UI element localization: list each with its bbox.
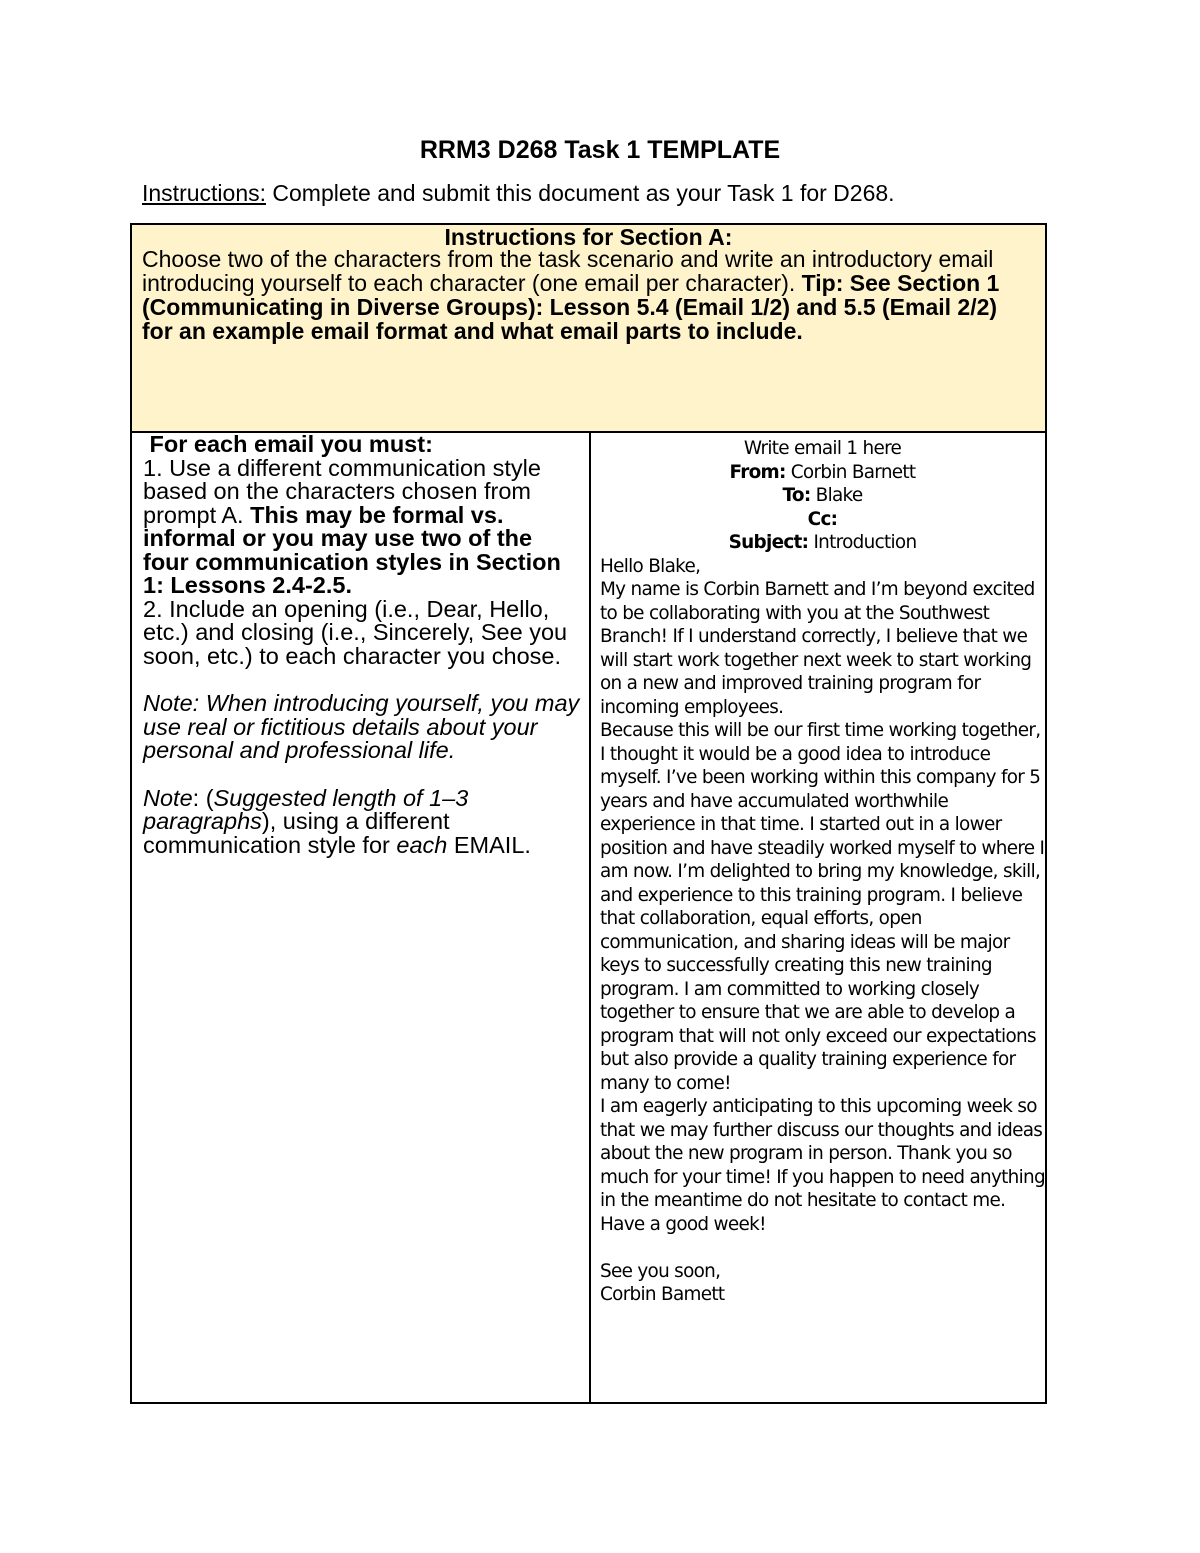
note-2-label: Note <box>143 784 193 811</box>
email-paragraph-4: Have a good week! <box>600 1213 766 1235</box>
note-2-italic: Suggested length of 1–3 paragraphs <box>143 784 469 834</box>
email-row <box>130 433 1047 1404</box>
requirement-1 <box>143 454 583 598</box>
email-closing: See you soon, <box>600 1260 721 1282</box>
email-greeting: Hello Blake, <box>600 555 701 577</box>
column-divider <box>589 433 591 1402</box>
from-value: Corbin Barnett <box>785 461 916 483</box>
section-a-tip: Tip: See Section 1 (Communicating in Diverse Groups): Lesson 5.4 (Email 1/2) and 5.5 (Email 2/2) for an example email format and what email parts to include. <box>142 270 1000 344</box>
note-2-mid: ), using a different communication style for <box>143 808 450 858</box>
to-value: Blake <box>810 485 863 506</box>
email-paragraph-2: Because this will be our first time working together, I thought it would be a good idea to introduce myself. I’ve been working within this company for 5 years and have accumulated worthwhile experience in that time. I started out in a lower position and have steadily worked myself to where I am now. I’m delighted to bring my knowledge, skill, and experience to this training program. I believe that collaboration, equal efforts, open communication, and sharing ideas will be major keys to successfully creating this new training program. I am committed to working closely together to ensure that we are able to develop a program that will not only exceed our expectations but also provide a quality training experience for many to come! <box>600 720 1045 1094</box>
to-label: To: <box>782 485 811 506</box>
email-heading: Write email 1 here <box>743 438 902 459</box>
email-to <box>600 484 1045 508</box>
instructions-line <box>142 180 895 207</box>
document-title: RRM3 D268 Task 1 TEMPLATE <box>419 136 781 164</box>
instructions-text: Complete and submit this document as your Task 1 for D268. <box>266 180 895 206</box>
subject-label: Subject: <box>728 532 809 553</box>
note-2-each: each <box>396 831 448 858</box>
from-label: From: <box>729 461 786 483</box>
requirement-1-bold: This may be formal vs. informal or you may use two of the four communication styles in Section 1: Lessons 2.4-2.5. <box>143 501 561 598</box>
section-a-heading: Instructions for Section A: <box>444 224 733 250</box>
section-a-box <box>130 223 1047 433</box>
email-paragraph-3: I am eagerly anticipating to this upcoming week so that we may further discuss our thoughts and ideas about the new program in person. Thank you so much for your time! If you happen to need anything in the meantime do not hesitate to contact me. <box>600 1096 1045 1211</box>
requirement-1-text: 1. Use a different communication style based on the characters chosen from prompt A. <box>143 454 541 528</box>
note-1: Note: When introducing yourself, you may use real or fictitious details about your personal and professional life. <box>143 690 580 763</box>
email-paragraph-1: My name is Corbin Barnett and I’m beyond excited to be collaborating with you at the Southwest Branch! If I understand correctly, I believe that we will start work together next week to start working on a new and improved training program for incoming employees. <box>600 579 1035 718</box>
section-a-body <box>142 247 1032 343</box>
email-subject <box>600 531 1045 555</box>
email-column <box>600 437 1045 1307</box>
note-2 <box>143 784 583 858</box>
requirement-2: 2. Include an opening (i.e., Dear, Hello, etc.) and closing (i.e., Sincerely, See you soon, etc.) to each character you chose. <box>143 595 568 669</box>
email-cc <box>600 508 1045 532</box>
email-signature: Corbin Bamett <box>600 1284 725 1305</box>
subject-value: Introduction <box>808 532 917 553</box>
instructions-label: Instructions: <box>142 180 266 206</box>
cc-label: Cc: <box>807 508 838 530</box>
note-2-colon: : ( <box>192 784 214 811</box>
requirements-heading: For each email you must: <box>149 431 433 457</box>
section-a-text: Choose two of the characters from the task scenario and write an introductory email introducing yourself to each character (one email per character). <box>142 246 994 296</box>
requirements-column <box>143 433 583 857</box>
note-2-end: EMAIL. <box>447 831 531 858</box>
email-from <box>600 461 1045 485</box>
